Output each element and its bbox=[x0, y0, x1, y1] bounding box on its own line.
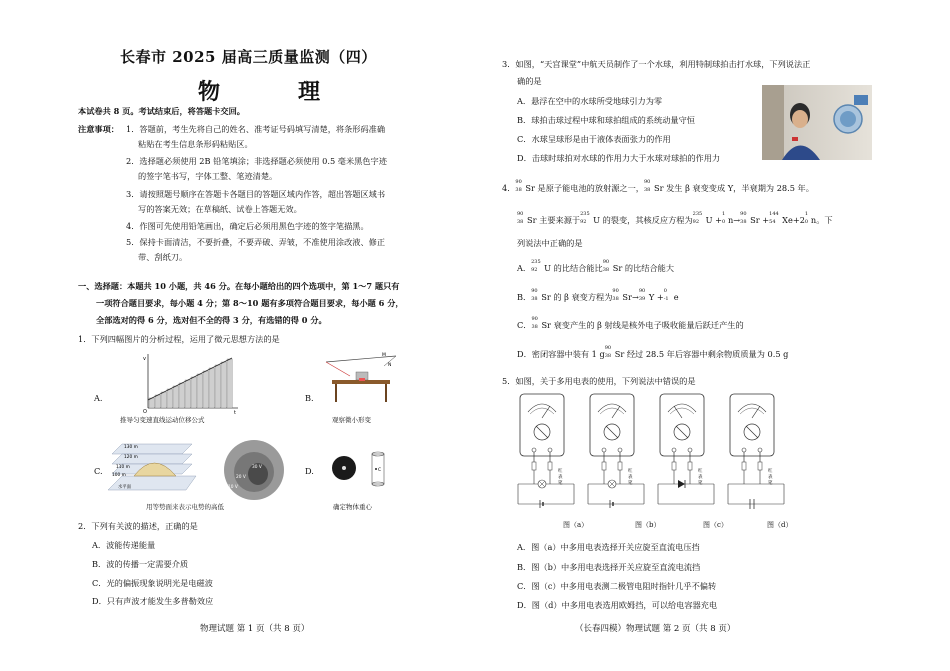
q1-caption-a: 推导匀变速直线运动位移公式 bbox=[120, 416, 205, 424]
q5-multimeter-figures bbox=[510, 392, 830, 537]
q1-option-a-label: A. bbox=[94, 393, 103, 403]
q5-fig-c-label: 图（c） bbox=[703, 521, 728, 529]
strip-rect bbox=[221, 362, 226, 408]
red-probe-label: 表 bbox=[698, 475, 703, 480]
right-page bbox=[475, 0, 950, 671]
strip-rect bbox=[197, 374, 202, 408]
q3-option-d: D．击球时球拍对水球的作用力大于水球对球拍的作用力 bbox=[517, 153, 721, 163]
strip-rect bbox=[161, 392, 166, 408]
section-heading-3: 全部选对的得 6 分，选对但不全的得 3 分，有选错的得 0 分。 bbox=[96, 315, 327, 325]
q5-option-b: B．图（b）中多用电表选择开关应旋至直流电流挡 bbox=[517, 562, 701, 572]
label-n: N bbox=[388, 363, 392, 368]
q1-figure-a-vt-graph bbox=[140, 352, 240, 414]
multimeter-diagram bbox=[588, 394, 644, 508]
red-probe-label: 笔 bbox=[558, 481, 563, 486]
q5-stem: 5．如图，关于多用电表的使用，下列说法中错误的是 bbox=[502, 376, 696, 386]
note-3a: 3．请按照题号顺序在答题卡各题目的答题区域内作答，超出答题区域书 bbox=[126, 189, 386, 199]
red-probe-label: 红 bbox=[558, 469, 563, 474]
plane-label: 水平面 bbox=[118, 485, 131, 490]
exam-title: 长春市 2025 届高三质量监测（四） bbox=[120, 48, 377, 66]
intro-line: 本试卷共 8 页。考试结束后，将答题卡交回。 bbox=[78, 106, 245, 116]
red-probe-label: 红 bbox=[698, 469, 703, 474]
strip-rect bbox=[167, 389, 172, 408]
strip-rect bbox=[173, 386, 178, 408]
strip-rect bbox=[155, 395, 160, 408]
red-probe-label: 表 bbox=[558, 475, 563, 480]
subject-title: 物 理 bbox=[198, 79, 349, 105]
red-probe-label: 笔 bbox=[698, 481, 703, 486]
q4-option-c: C． 90 38 Sr 衰变产生的 β 射线是核外电子吸收能量后跃迁产生的 bbox=[517, 316, 744, 330]
note-3b: 写的答案无效；在草稿纸、试卷上答题无效。 bbox=[138, 204, 302, 214]
q4-option-b: B． 90 38 Sr 的 β 衰变方程为 90 38 Sr→ 90 39 Y + 0 -1 e bbox=[517, 288, 679, 302]
note-1b: 粘贴在考生信息条形码粘贴区。 bbox=[138, 139, 253, 149]
axis-t-label: t bbox=[234, 410, 236, 414]
q4-line-1: 4． 90 38 Sr 是原子能电池的放射源之一， 90 38 Sr 发生 β 衰变变成 Y，半衰期为 28.5 年。 bbox=[502, 179, 814, 193]
q5-option-a: A．图（a）中多用电表选择开关应旋至直流电压挡 bbox=[517, 542, 700, 552]
axis-v-label: v bbox=[143, 356, 146, 362]
height-130: 130 m bbox=[124, 445, 138, 450]
q3-option-c: C．水球呈球形是由于液体表面张力的作用 bbox=[517, 134, 671, 144]
q1-figure-c-contours bbox=[104, 436, 284, 504]
red-probe-label: 红 bbox=[628, 469, 633, 474]
label-m: M bbox=[382, 353, 386, 358]
volt-10: 10 V bbox=[228, 485, 238, 490]
q2-option-d: D．只有声波才能发生多普勒效应 bbox=[92, 596, 214, 606]
strip-rect bbox=[191, 377, 196, 408]
height-100: 100 m bbox=[112, 473, 126, 478]
q3-stem-1: 3．如图，“天宫课堂”中航天员制作了一个水球，利用特制球拍击打水球，下列说法正 bbox=[502, 59, 811, 69]
red-probe-label: 红 bbox=[768, 469, 773, 474]
section-heading-2: 一项符合题目要求，每小题 4 分；第 8～10 题有多项符合题目要求，每小题 6 分， bbox=[96, 298, 404, 308]
q4-option-a: A． 235 92 U 的比结合能比 90 38 Sr 的比结合能大 bbox=[517, 259, 675, 273]
height-110: 110 m bbox=[116, 465, 130, 470]
q5-fig-b-label: 图（b） bbox=[635, 521, 661, 529]
strip-rect bbox=[203, 371, 208, 408]
q3-astronaut-photo bbox=[762, 85, 872, 160]
note-2a: 2．选择题必须使用 2B 铅笔填涂；非选择题必须使用 0.5 毫米黑色字迹 bbox=[126, 156, 387, 166]
multimeter-diagram bbox=[658, 394, 714, 504]
q4-option-d: D．密闭容器中装有 1 g 90 38 Sr 经过 28.5 年后容器中剩余物质质量为 0.5 g bbox=[517, 345, 789, 359]
notes-label: 注意事项： bbox=[78, 124, 119, 134]
section-heading-1: 一、选择题：本题共 10 小题，共 46 分。在每小题给出的四个选项中，第 1～7 题只有 bbox=[78, 281, 400, 291]
volt-30: 30 V bbox=[252, 465, 262, 470]
q3-option-a: A．悬浮在空中的水球所受地球引力为零 bbox=[517, 96, 663, 106]
strip-rect bbox=[227, 359, 232, 408]
red-probe-label: 笔 bbox=[628, 481, 633, 486]
q1-stem: 1．下列四幅图片的分析过程，运用了微元思想方法的是 bbox=[78, 334, 280, 344]
strip-rect bbox=[209, 368, 214, 408]
red-probe-label: 表 bbox=[768, 475, 773, 480]
q4-line-2: 90 38 Sr 主要来源于 235 92 U 的裂变，其核反应方程为 235 92 U + 1 0 n→ 90 38 Sr + 144 54 Xe+2 1 0 n。下 bbox=[517, 211, 833, 225]
multimeter-diagram bbox=[728, 394, 784, 509]
note-5b: 带、刮纸刀。 bbox=[138, 252, 188, 262]
q1-caption-c: 用等势面来表示电势的高低 bbox=[146, 503, 224, 511]
red-probe-label: 笔 bbox=[768, 481, 773, 486]
axis-o-label: O bbox=[143, 409, 147, 414]
q2-option-c: C．光的偏振现象说明光是电磁波 bbox=[92, 578, 213, 588]
q3-option-b: B．球拍击球过程中球和球拍组成的系统动量守恒 bbox=[517, 115, 695, 125]
volt-20: 20 V bbox=[236, 475, 246, 480]
footer-right: （长春四模）物理试题 第 2 页（共 8 页） bbox=[575, 624, 736, 634]
q1-figure-d-gravity bbox=[328, 446, 398, 492]
q2-option-b: B．波的传播一定需要介质 bbox=[92, 559, 189, 569]
q5-fig-d-label: 图（d） bbox=[767, 521, 793, 529]
multimeter-diagram bbox=[518, 394, 574, 508]
height-120: 120 m bbox=[124, 455, 138, 460]
strip-rect bbox=[185, 380, 190, 408]
note-2b: 的签字笔书写，字体工整、笔迹清楚。 bbox=[138, 171, 278, 181]
q1-figure-b-deformation bbox=[322, 352, 402, 410]
q4-line-3: 列说法中正确的是 bbox=[517, 238, 583, 248]
strip-rect bbox=[215, 365, 220, 408]
q2-stem: 2．下列有关波的描述，正确的是 bbox=[78, 521, 198, 531]
strip-rect bbox=[179, 383, 184, 408]
red-probe-label: 表 bbox=[628, 475, 633, 480]
note-4: 4．作图可先使用铅笔画出，确定后必须用黑色字迹的签字笔描黑。 bbox=[126, 221, 369, 231]
q5-fig-a-label: 图（a） bbox=[563, 521, 589, 529]
q3-stem-2: 确的是 bbox=[517, 76, 542, 86]
q5-option-c: C．图（c）中多用电表测二极管电阻时指针几乎不偏转 bbox=[517, 581, 717, 591]
q2-option-a: A．波能传递能量 bbox=[92, 540, 156, 550]
q1-option-d-label: D. bbox=[305, 466, 314, 476]
q1-caption-d: 确定物体重心 bbox=[333, 503, 372, 511]
note-5a: 5．保持卡面清洁，不要折叠，不要弄破、弄皱，不准使用涂改液、修正 bbox=[126, 237, 386, 247]
footer-left: 物理试题 第 1 页（共 8 页） bbox=[200, 624, 310, 634]
q1-option-b-label: B. bbox=[305, 393, 314, 403]
label-c: C bbox=[378, 468, 382, 473]
note-1a: 1．答题前，考生先将自己的姓名、准考证号码填写清楚，将条形码准确 bbox=[126, 124, 386, 134]
q1-option-c-label: C. bbox=[94, 466, 103, 476]
q5-option-d: D．图（d）中多用电表选用欧姆挡，可以给电容器充电 bbox=[517, 600, 718, 610]
q1-caption-b: 观察微小形变 bbox=[332, 416, 371, 424]
